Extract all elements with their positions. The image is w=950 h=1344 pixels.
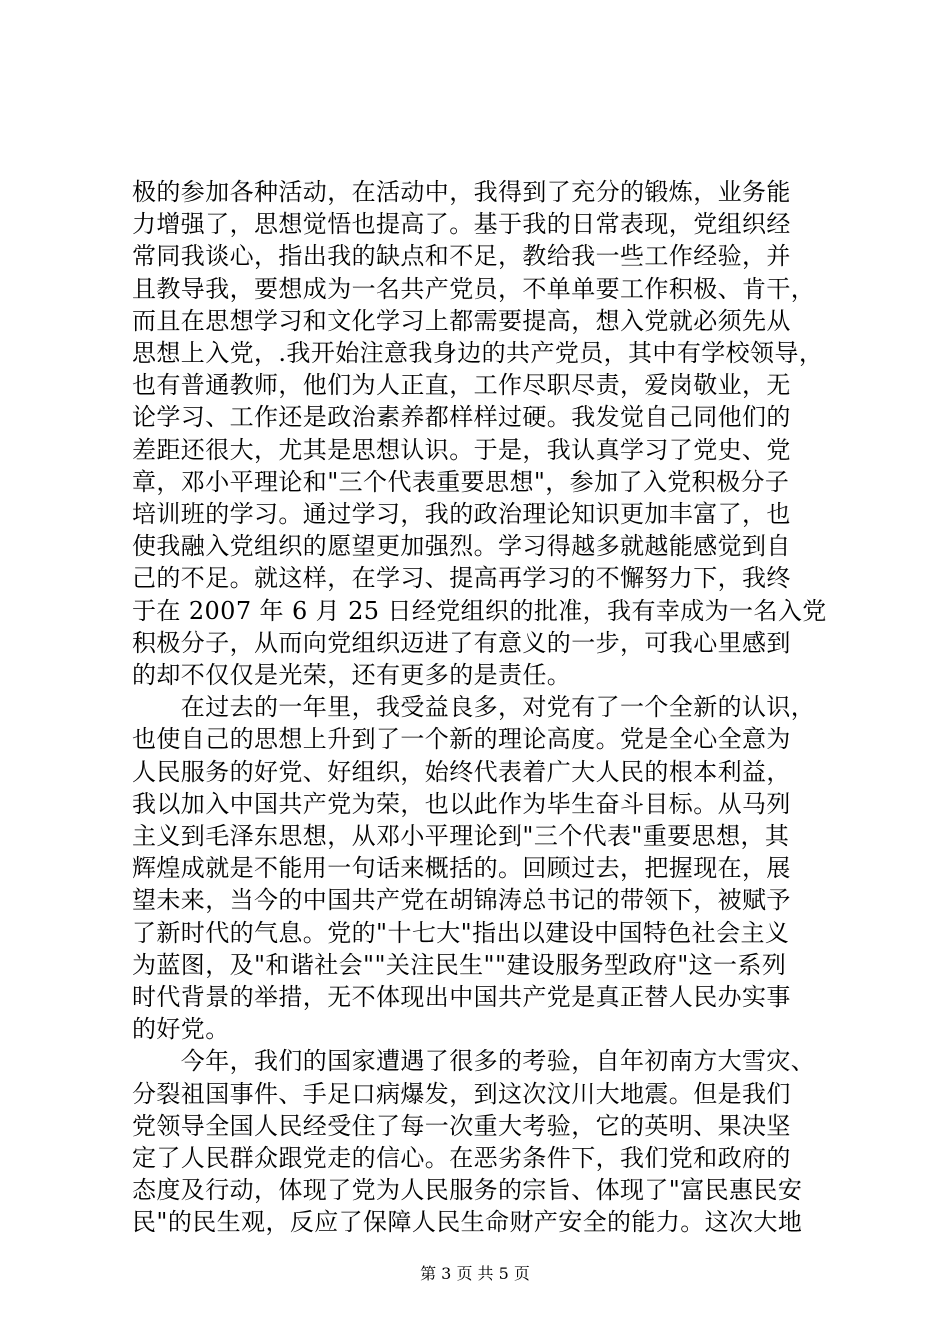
text-line: 为蓝图，及"和谐社会""关注民生""建设服务型政府"这一系列	[132, 950, 787, 979]
text-line: 的却不仅仅是光荣，还有更多的是责任。	[132, 661, 572, 689]
text-line: 民"的民生观，反应了保障人民生命财产安全的能力。这次大地	[132, 1208, 803, 1237]
text-line: 而且在思想学习和文化学习上都需要提高，想入党就必须先从	[132, 306, 791, 335]
text-line: 使我融入党组织的愿望更加强烈。学习得越多就越能感觉到自	[132, 532, 791, 561]
text-line: 也有普通教师，他们为人正直，工作尽职尽责，爱岗敬业，无	[132, 371, 791, 400]
text-line: 章，邓小平理论和"三个代表重要思想"，参加了入党积极分子	[132, 467, 790, 496]
text-line: 了新时代的气息。党的"十七大"指出以建设中国特色社会主义	[132, 918, 790, 947]
text-line: 望未来，当今的中国共产党在胡锦涛总书记的带领下，被赋予	[132, 886, 791, 915]
text-line: 也使自己的思想上升到了一个新的理论高度。党是全心全意为	[132, 725, 791, 754]
text-line: 积极分子，从而向党组织迈进了有意义的一步，可我心里感到	[132, 628, 791, 657]
text-line: 力增强了，思想觉悟也提高了。基于我的日常表现，党组织经	[132, 210, 791, 239]
text-line: 思想上入党，.我开始注意我身边的共产党员，其中有学校领导，	[132, 339, 824, 367]
text-line: 培训班的学习。通过学习，我的政治理论知识更加丰富了，也	[132, 500, 791, 528]
text-line: 己的不足。就这样，在学习、提高再学习的不懈努力下，我终	[132, 564, 791, 593]
text-line: 极的参加各种活动，在活动中，我得到了充分的锻炼，业务能	[132, 178, 791, 206]
text-line: 辉煌成就是不能用一句话来概括的。回顾过去，把握现在，展	[132, 854, 791, 883]
text-line: 差距还很大，尤其是思想认识。于是，我认真学习了党史、党	[132, 435, 791, 464]
text-line: 党领导全国人民经受住了每一次重大考验，它的英明、果决坚	[132, 1111, 791, 1140]
text-line: 人民服务的好党、好组织，始终代表着广大人民的根本利益，	[132, 757, 791, 786]
text-line: 态度及行动，体现了党为人民服务的宗旨、体现了"富民惠民安	[132, 1176, 803, 1205]
text-line: 于在 2007 年 6 月 25 日经党组织的批准，我有幸成为一名入党	[132, 596, 827, 625]
text-line: 今年，我们的国家遭遇了很多的考验，自年初南方大雪灾、	[132, 1047, 816, 1076]
text-line: 的好党。	[132, 1015, 230, 1044]
page-footer: 第 3 页 共 5 页	[420, 1264, 530, 1283]
text-line: 定了人民群众跟党走的信心。在恶劣条件下，我们党和政府的	[132, 1144, 791, 1172]
text-line: 分裂祖国事件、手足口病爆发，到这次汶川大地震。但是我们	[132, 1079, 791, 1108]
text-line: 时代背景的举措，无不体现出中国共产党是真正替人民办实事	[132, 983, 791, 1011]
text-line: 在过去的一年里，我受益良多，对党有了一个全新的认识，	[132, 693, 816, 722]
text-line: 我以加入中国共产党为荣，也以此作为毕生奋斗目标。从马列	[132, 789, 791, 818]
text-line: 论学习、工作还是政治素养都样样过硬。我发觉自己同他们的	[132, 403, 791, 432]
text-line: 主义到毛泽东思想，从邓小平理论到"三个代表"重要思想，其	[132, 822, 790, 850]
text-line: 且教导我，要想成为一名共产党员，不单单要工作积极、肯干，	[132, 274, 816, 303]
text-line: 常同我谈心，指出我的缺点和不足，教给我一些工作经验，并	[132, 242, 791, 271]
